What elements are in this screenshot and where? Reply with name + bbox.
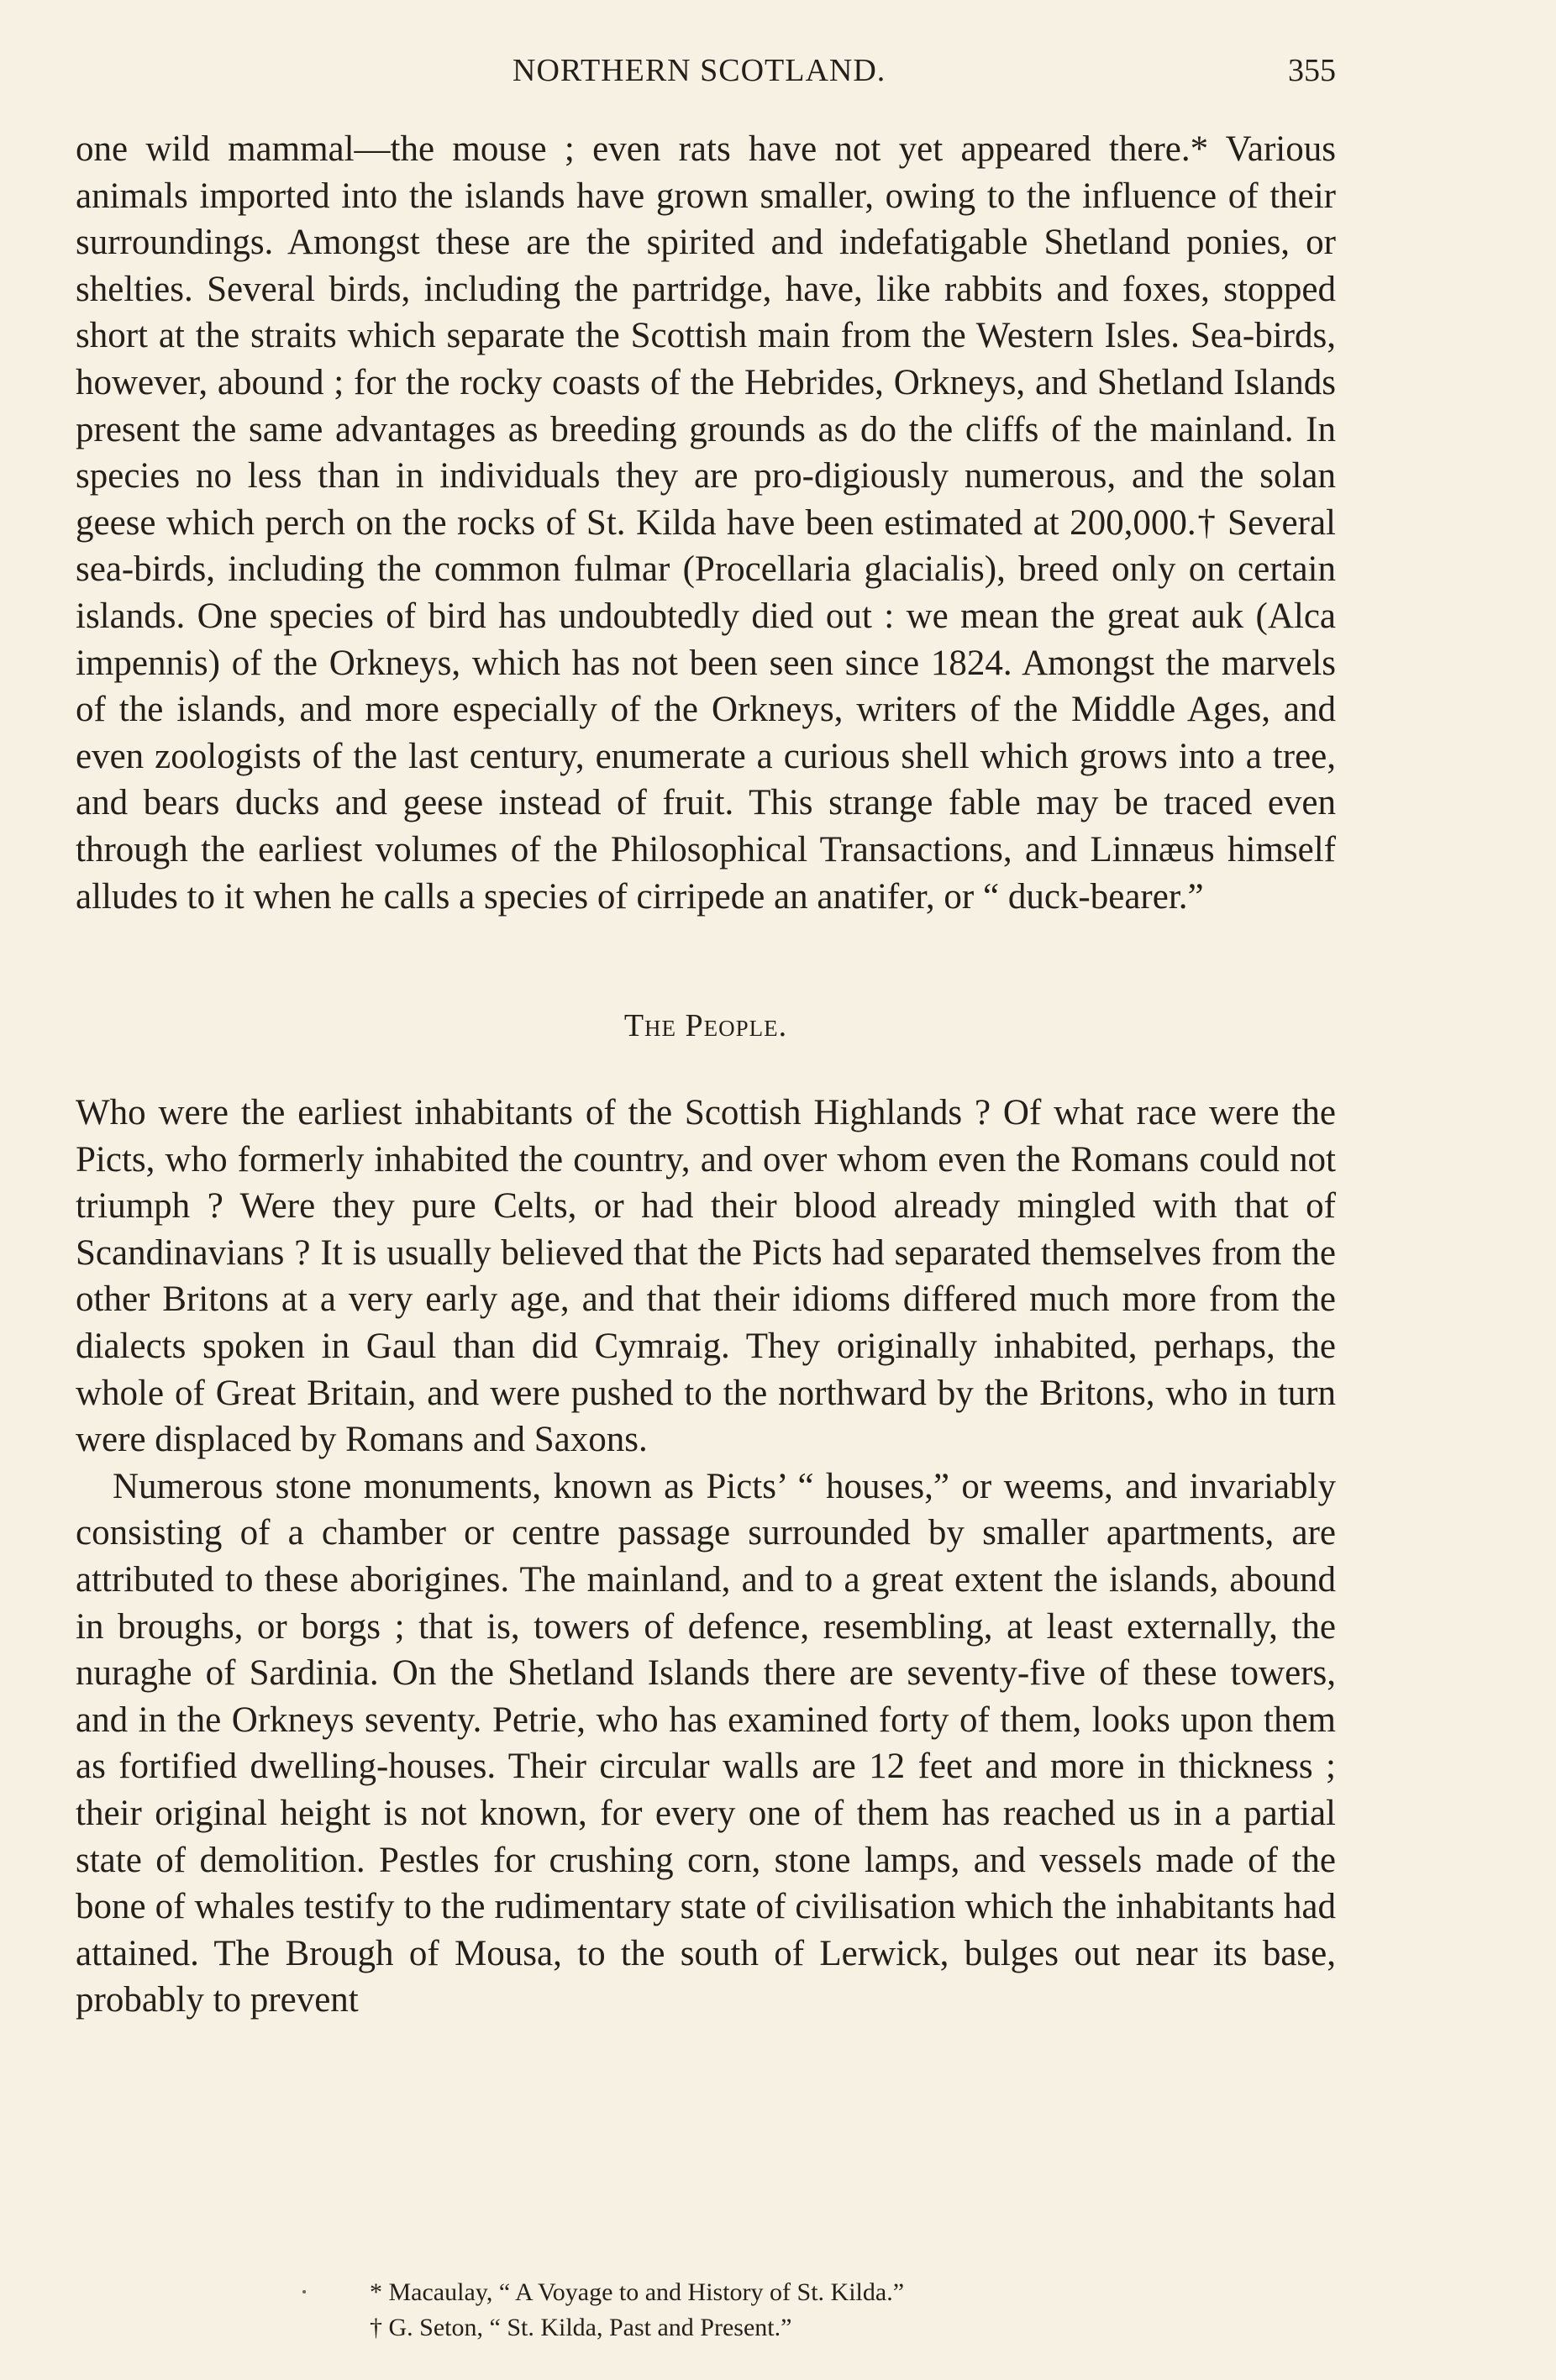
print-speck [302, 2290, 306, 2293]
page-number: 355 [1288, 53, 1336, 88]
running-header [76, 52, 1336, 102]
footnotes [370, 2275, 1294, 2346]
paragraph-fauna: one wild mammal—the mouse ; even rats have not yet appeared there.* Various animals imported into the islands have grown smaller, owing to the influence of their surroundings. Amongst these are the spirited and indefatigable Shetland ponies, or shelties. Several birds, including the partridge, have, like rabbits and foxes, stopped short at the straits which separate the Scottish main from the Western Isles. Sea-birds, however, abound ; for the rocky coasts of the Hebrides, Orkneys, and Shetland Islands present the same advantages as breeding grounds as do the cliffs of the mainland. In species no less than in individuals they are pro-digiously numerous, and the solan geese which perch on the rocks of St. Kilda have been estimated at 200,000.† Several sea-birds, including the common fulmar (Procellaria glacialis), breed only on certain islands. One species of bird has undoubtedly died out : we mean the great auk (Alca impennis) of the Orkneys, which has not been seen since 1824. Amongst the marvels of the islands, and more especially of the Orkneys, writers of the Middle Ages, and even zoologists of the last century, enumerate a curious shell which grows into a tree, and bears ducks and geese instead of fruit. This strange fable may be traced even through the earliest volumes of the Philosophical Transactions, and Linnæus himself alludes to it when he calls a species of cirripede an anatifer, or “ duck-bearer.” [76, 129, 1336, 917]
footnote-asterisk: * Macaulay, “ A Voyage to and History of St. Kilda.” [370, 2278, 905, 2306]
footnote-dagger: † G. Seton, “ St. Kilda, Past and Present.” [370, 2314, 792, 2341]
section-heading: The People. [623, 1008, 788, 1044]
paragraph-inhabitants: Who were the earliest inhabitants of the Scottish Highlands ? Of what race were the Picts, who formerly inhabited the country, and over whom even the Romans could not triumph ? Were they pure Celts, or had their blood already mingled with that of Scandinavians ? It is usually believed that the Picts had separated themselves from the other Britons at a very early age, and that their idioms differed much more from the dialects spoken in Gaul than did Cymraig. They originally inhabited, perhaps, the whole of Great Britain, and were pushed to the northward by the Britons, who in turn were displaced by Romans and Saxons. [76, 1093, 1336, 1460]
paragraph-monuments: Numerous stone monuments, known as Picts’ “ houses,” or weems, and invariably consisting of a chamber or centre passage surrounded by smaller apartments, are attributed to these aborigines. The mainland, and to a great extent the islands, abound in broughs, or borgs ; that is, towers of defence, resembling, at least externally, the nuraghe of Sardinia. On the Shetland Islands there are seventy-five of these towers, and in the Orkneys seventy. Petrie, who has examined forty of them, looks upon them as fortified dwelling-houses. Their circular walls are 12 feet and more in thickness ; their original height is not known, for every one of them has reached us in a partial state of demolition. Pestles for crushing corn, stone lamps, and vessels made of the bone of whales testify to the rudimentary state of civilisation which the inhabitants had attained. The Brough of Mousa, to the south of Lerwick, bulges out near its base, probably to prevent [76, 1466, 1336, 2020]
running-title: NORTHERN SCOTLAND. [513, 53, 886, 88]
body-text [76, 126, 1336, 2024]
